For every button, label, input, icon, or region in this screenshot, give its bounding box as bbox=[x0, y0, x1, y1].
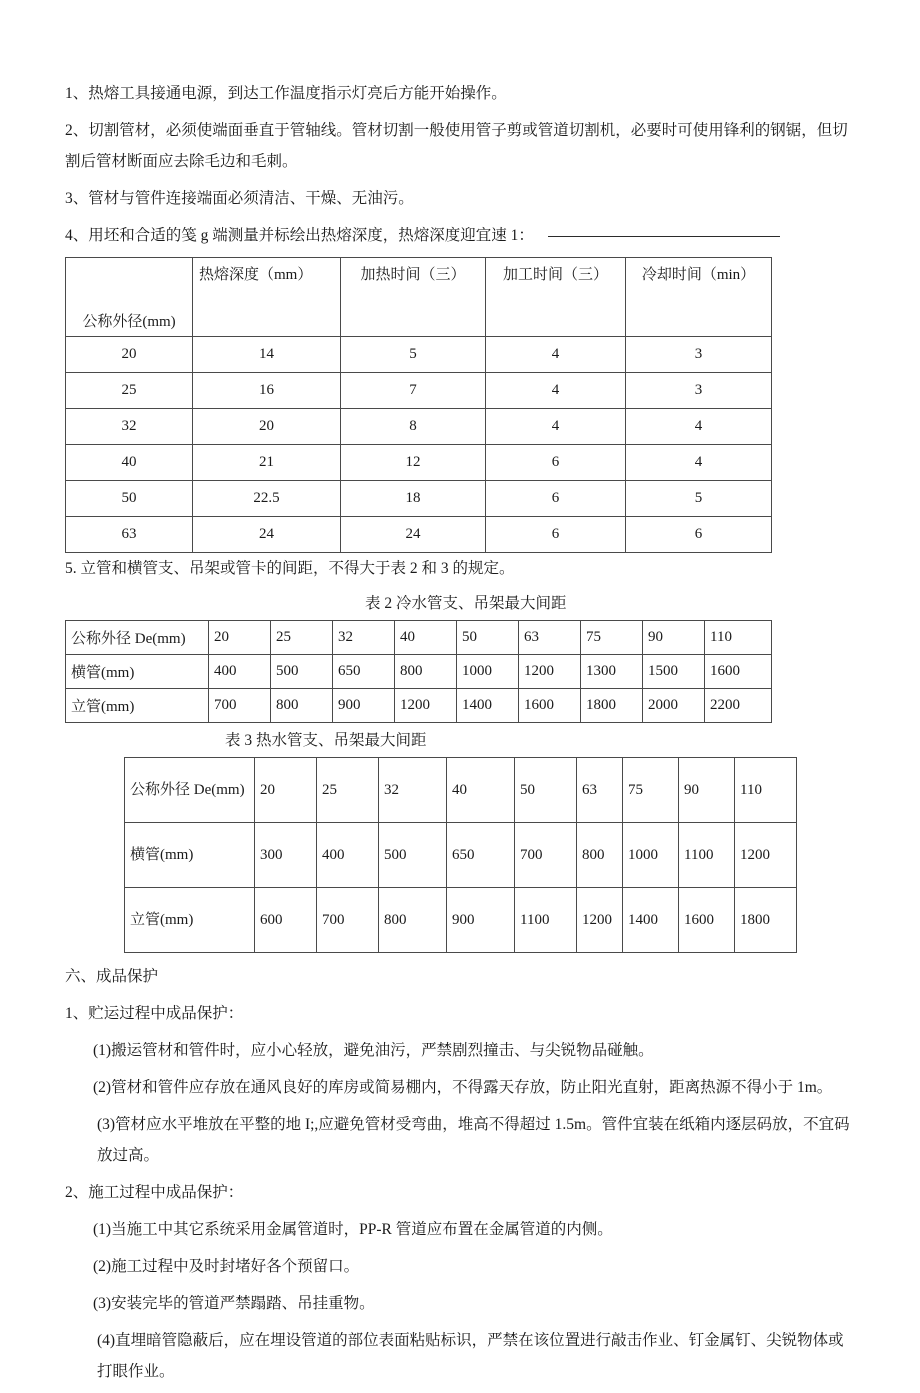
cell-diameter: 90 bbox=[643, 621, 705, 655]
cell-diameter: 50 bbox=[66, 481, 193, 517]
cell-heat: 7 bbox=[341, 373, 486, 409]
fill-in-blank-line bbox=[548, 236, 780, 237]
cell-diameter: 32 bbox=[333, 621, 395, 655]
row-label-horizontal-pipe: 横管(mm) bbox=[66, 655, 209, 689]
cell-cool: 3 bbox=[626, 373, 772, 409]
paragraph-item-4-text: 4、用坯和合适的笺 g 端测量并标绘出热熔深度，热熔深度迎宜速 1： bbox=[65, 227, 534, 244]
row-label-nominal-diameter: 公称外径 De(mm) bbox=[66, 621, 209, 655]
cell-spacing: 500 bbox=[379, 823, 447, 888]
cell-diameter: 20 bbox=[209, 621, 271, 655]
cell-diameter: 40 bbox=[447, 758, 515, 823]
cell-spacing: 1400 bbox=[457, 689, 519, 723]
row-label-horizontal-pipe: 横管(mm) bbox=[125, 823, 255, 888]
cell-diameter: 32 bbox=[66, 409, 193, 445]
cell-diameter: 50 bbox=[457, 621, 519, 655]
construction-item-4: (4)直埋暗管隐蔽后，应在埋设管道的部位表面粘贴标识，严禁在该位置进行敲击作业、钉金属钉、尖锐物体或打眼作业。 bbox=[97, 1332, 844, 1380]
cell-diameter: 20 bbox=[255, 758, 317, 823]
cell-heat: 12 bbox=[341, 445, 486, 481]
cell-spacing: 1100 bbox=[515, 888, 577, 953]
document-body bbox=[65, 78, 855, 1393]
cell-spacing: 1500 bbox=[643, 655, 705, 689]
cell-spacing: 900 bbox=[333, 689, 395, 723]
table-row bbox=[66, 517, 772, 553]
cell-diameter: 50 bbox=[515, 758, 577, 823]
cell-spacing: 400 bbox=[209, 655, 271, 689]
construction-item-2: (2)施工过程中及时封堵好各个预留口。 bbox=[93, 1258, 360, 1275]
cell-work: 6 bbox=[486, 481, 626, 517]
cell-work: 6 bbox=[486, 445, 626, 481]
cell-spacing: 800 bbox=[271, 689, 333, 723]
cell-spacing: 1200 bbox=[577, 888, 623, 953]
cell-diameter: 63 bbox=[577, 758, 623, 823]
cell-diameter: 63 bbox=[519, 621, 581, 655]
table-row bbox=[66, 373, 772, 409]
caption-table-cold: 表 2 冷水管支、吊架最大间距 bbox=[365, 595, 567, 612]
cell-depth: 14 bbox=[193, 337, 341, 373]
construction-item-1: (1)当施工中其它系统采用金属管道时，PP-R 管道应布置在金属管道的内侧。 bbox=[93, 1221, 613, 1238]
cell-diameter: 90 bbox=[679, 758, 735, 823]
table-row bbox=[66, 481, 772, 517]
paragraph-item-2: 2、切割管材，必须使端面垂直于管轴线。管材切割一般使用管子剪或管道切割机，必要时可使用锋利的钢锯，但切割后管材断面应去除毛边和毛刺。 bbox=[65, 122, 848, 170]
paragraph-item-1: 1、热熔工具接通电源，到达工作温度指示灯亮后方能开始操作。 bbox=[65, 85, 507, 102]
cell-spacing: 900 bbox=[447, 888, 515, 953]
table-row-vertical bbox=[125, 888, 797, 953]
cell-spacing: 1600 bbox=[705, 655, 772, 689]
header-cell-nominal-diameter: 公称外径(mm) bbox=[66, 258, 193, 337]
cell-depth: 24 bbox=[193, 517, 341, 553]
cell-diameter: 110 bbox=[735, 758, 797, 823]
cell-spacing: 700 bbox=[209, 689, 271, 723]
cell-spacing: 2000 bbox=[643, 689, 705, 723]
table-melt-depth bbox=[65, 257, 772, 553]
table-row-diameters bbox=[125, 758, 797, 823]
cell-spacing: 500 bbox=[271, 655, 333, 689]
row-label-vertical-pipe: 立管(mm) bbox=[125, 888, 255, 953]
storage-item-1: (1)搬运管材和管件时，应小心轻放，避免油污，严禁剧烈撞击、与尖锐物品碰触。 bbox=[93, 1042, 654, 1059]
cell-depth: 20 bbox=[193, 409, 341, 445]
cell-spacing: 1100 bbox=[679, 823, 735, 888]
header-cell-cool-time: 冷却时间（min） bbox=[626, 258, 772, 337]
cell-diameter: 20 bbox=[66, 337, 193, 373]
cell-heat: 5 bbox=[341, 337, 486, 373]
cell-spacing: 700 bbox=[515, 823, 577, 888]
cell-work: 4 bbox=[486, 409, 626, 445]
table-row bbox=[66, 337, 772, 373]
storage-item-3: (3)管材应水平堆放在平整的地 I;,应避免管材受弯曲，堆高不得超过 1.5m。管件宜装在纸箱内逐层码放，不宜码放过高。 bbox=[97, 1116, 850, 1164]
paragraph-item-4 bbox=[65, 220, 855, 251]
cell-diameter: 25 bbox=[317, 758, 379, 823]
paragraph-item-3: 3、管材与管件连接端面必须清洁、干燥、无油污。 bbox=[65, 190, 414, 207]
cell-heat: 18 bbox=[341, 481, 486, 517]
cell-spacing: 1200 bbox=[395, 689, 457, 723]
cell-spacing: 300 bbox=[255, 823, 317, 888]
storage-item-2: (2)管材和管件应存放在通风良好的库房或简易棚内，不得露天存放，防止阳光直射，距离热源不得小于 1m。 bbox=[93, 1079, 833, 1096]
cell-heat: 8 bbox=[341, 409, 486, 445]
table-row-diameters bbox=[66, 621, 772, 655]
cell-work: 4 bbox=[486, 337, 626, 373]
cell-spacing: 800 bbox=[577, 823, 623, 888]
cell-spacing: 1000 bbox=[623, 823, 679, 888]
cell-spacing: 1400 bbox=[623, 888, 679, 953]
cell-spacing: 1200 bbox=[519, 655, 581, 689]
header-cell-work-time: 加工时间（三） bbox=[486, 258, 626, 337]
cell-cool: 5 bbox=[626, 481, 772, 517]
table-melt-header-row bbox=[66, 258, 772, 337]
cell-spacing: 1300 bbox=[581, 655, 643, 689]
cell-spacing: 800 bbox=[395, 655, 457, 689]
cell-depth: 21 bbox=[193, 445, 341, 481]
cell-diameter: 32 bbox=[379, 758, 447, 823]
cell-diameter: 63 bbox=[66, 517, 193, 553]
caption-table-hot: 表 3 热水管支、吊架最大间距 bbox=[225, 732, 427, 749]
table-row-horizontal bbox=[66, 655, 772, 689]
cell-spacing: 1800 bbox=[581, 689, 643, 723]
cell-work: 6 bbox=[486, 517, 626, 553]
paragraph-item-5: 5. 立管和横管支、吊架或管卡的间距，不得大于表 2 和 3 的规定。 bbox=[65, 560, 515, 577]
cell-cool: 3 bbox=[626, 337, 772, 373]
cell-cool: 4 bbox=[626, 445, 772, 481]
cell-diameter: 25 bbox=[66, 373, 193, 409]
cell-diameter: 75 bbox=[623, 758, 679, 823]
cell-spacing: 650 bbox=[447, 823, 515, 888]
cell-spacing: 1600 bbox=[519, 689, 581, 723]
cell-spacing: 600 bbox=[255, 888, 317, 953]
cell-spacing: 1200 bbox=[735, 823, 797, 888]
cell-depth: 16 bbox=[193, 373, 341, 409]
cell-cool: 4 bbox=[626, 409, 772, 445]
table-row bbox=[66, 445, 772, 481]
section-heading-product-protection: 六、成品保护 bbox=[65, 968, 159, 985]
cell-spacing: 800 bbox=[379, 888, 447, 953]
cell-spacing: 1800 bbox=[735, 888, 797, 953]
subheading-storage-protection: 1、贮运过程中成品保护： bbox=[65, 1005, 244, 1022]
cell-spacing: 650 bbox=[333, 655, 395, 689]
header-cell-melt-depth: 热熔深度（mm） bbox=[193, 258, 341, 337]
cell-spacing: 400 bbox=[317, 823, 379, 888]
cell-diameter: 75 bbox=[581, 621, 643, 655]
cell-spacing: 2200 bbox=[705, 689, 772, 723]
cell-diameter: 25 bbox=[271, 621, 333, 655]
table-row-horizontal bbox=[125, 823, 797, 888]
table-row-vertical bbox=[66, 689, 772, 723]
cell-spacing: 1600 bbox=[679, 888, 735, 953]
cell-depth: 22.5 bbox=[193, 481, 341, 517]
cell-diameter: 40 bbox=[66, 445, 193, 481]
cell-heat: 24 bbox=[341, 517, 486, 553]
cell-work: 4 bbox=[486, 373, 626, 409]
header-cell-heat-time: 加热时间（三） bbox=[341, 258, 486, 337]
subheading-construction-protection: 2、施工过程中成品保护： bbox=[65, 1184, 244, 1201]
cell-spacing: 700 bbox=[317, 888, 379, 953]
row-label-nominal-diameter: 公称外径 De(mm) bbox=[125, 758, 255, 823]
cell-spacing: 1000 bbox=[457, 655, 519, 689]
table-hot-water-container bbox=[65, 757, 855, 953]
row-label-vertical-pipe: 立管(mm) bbox=[66, 689, 209, 723]
cell-diameter: 110 bbox=[705, 621, 772, 655]
cell-diameter: 40 bbox=[395, 621, 457, 655]
table-hot-water-spacing bbox=[124, 757, 797, 953]
construction-item-3: (3)安装完毕的管道严禁蹋踏、吊挂重物。 bbox=[93, 1295, 375, 1312]
table-cold-water-spacing bbox=[65, 620, 772, 723]
cell-cool: 6 bbox=[626, 517, 772, 553]
table-row bbox=[66, 409, 772, 445]
